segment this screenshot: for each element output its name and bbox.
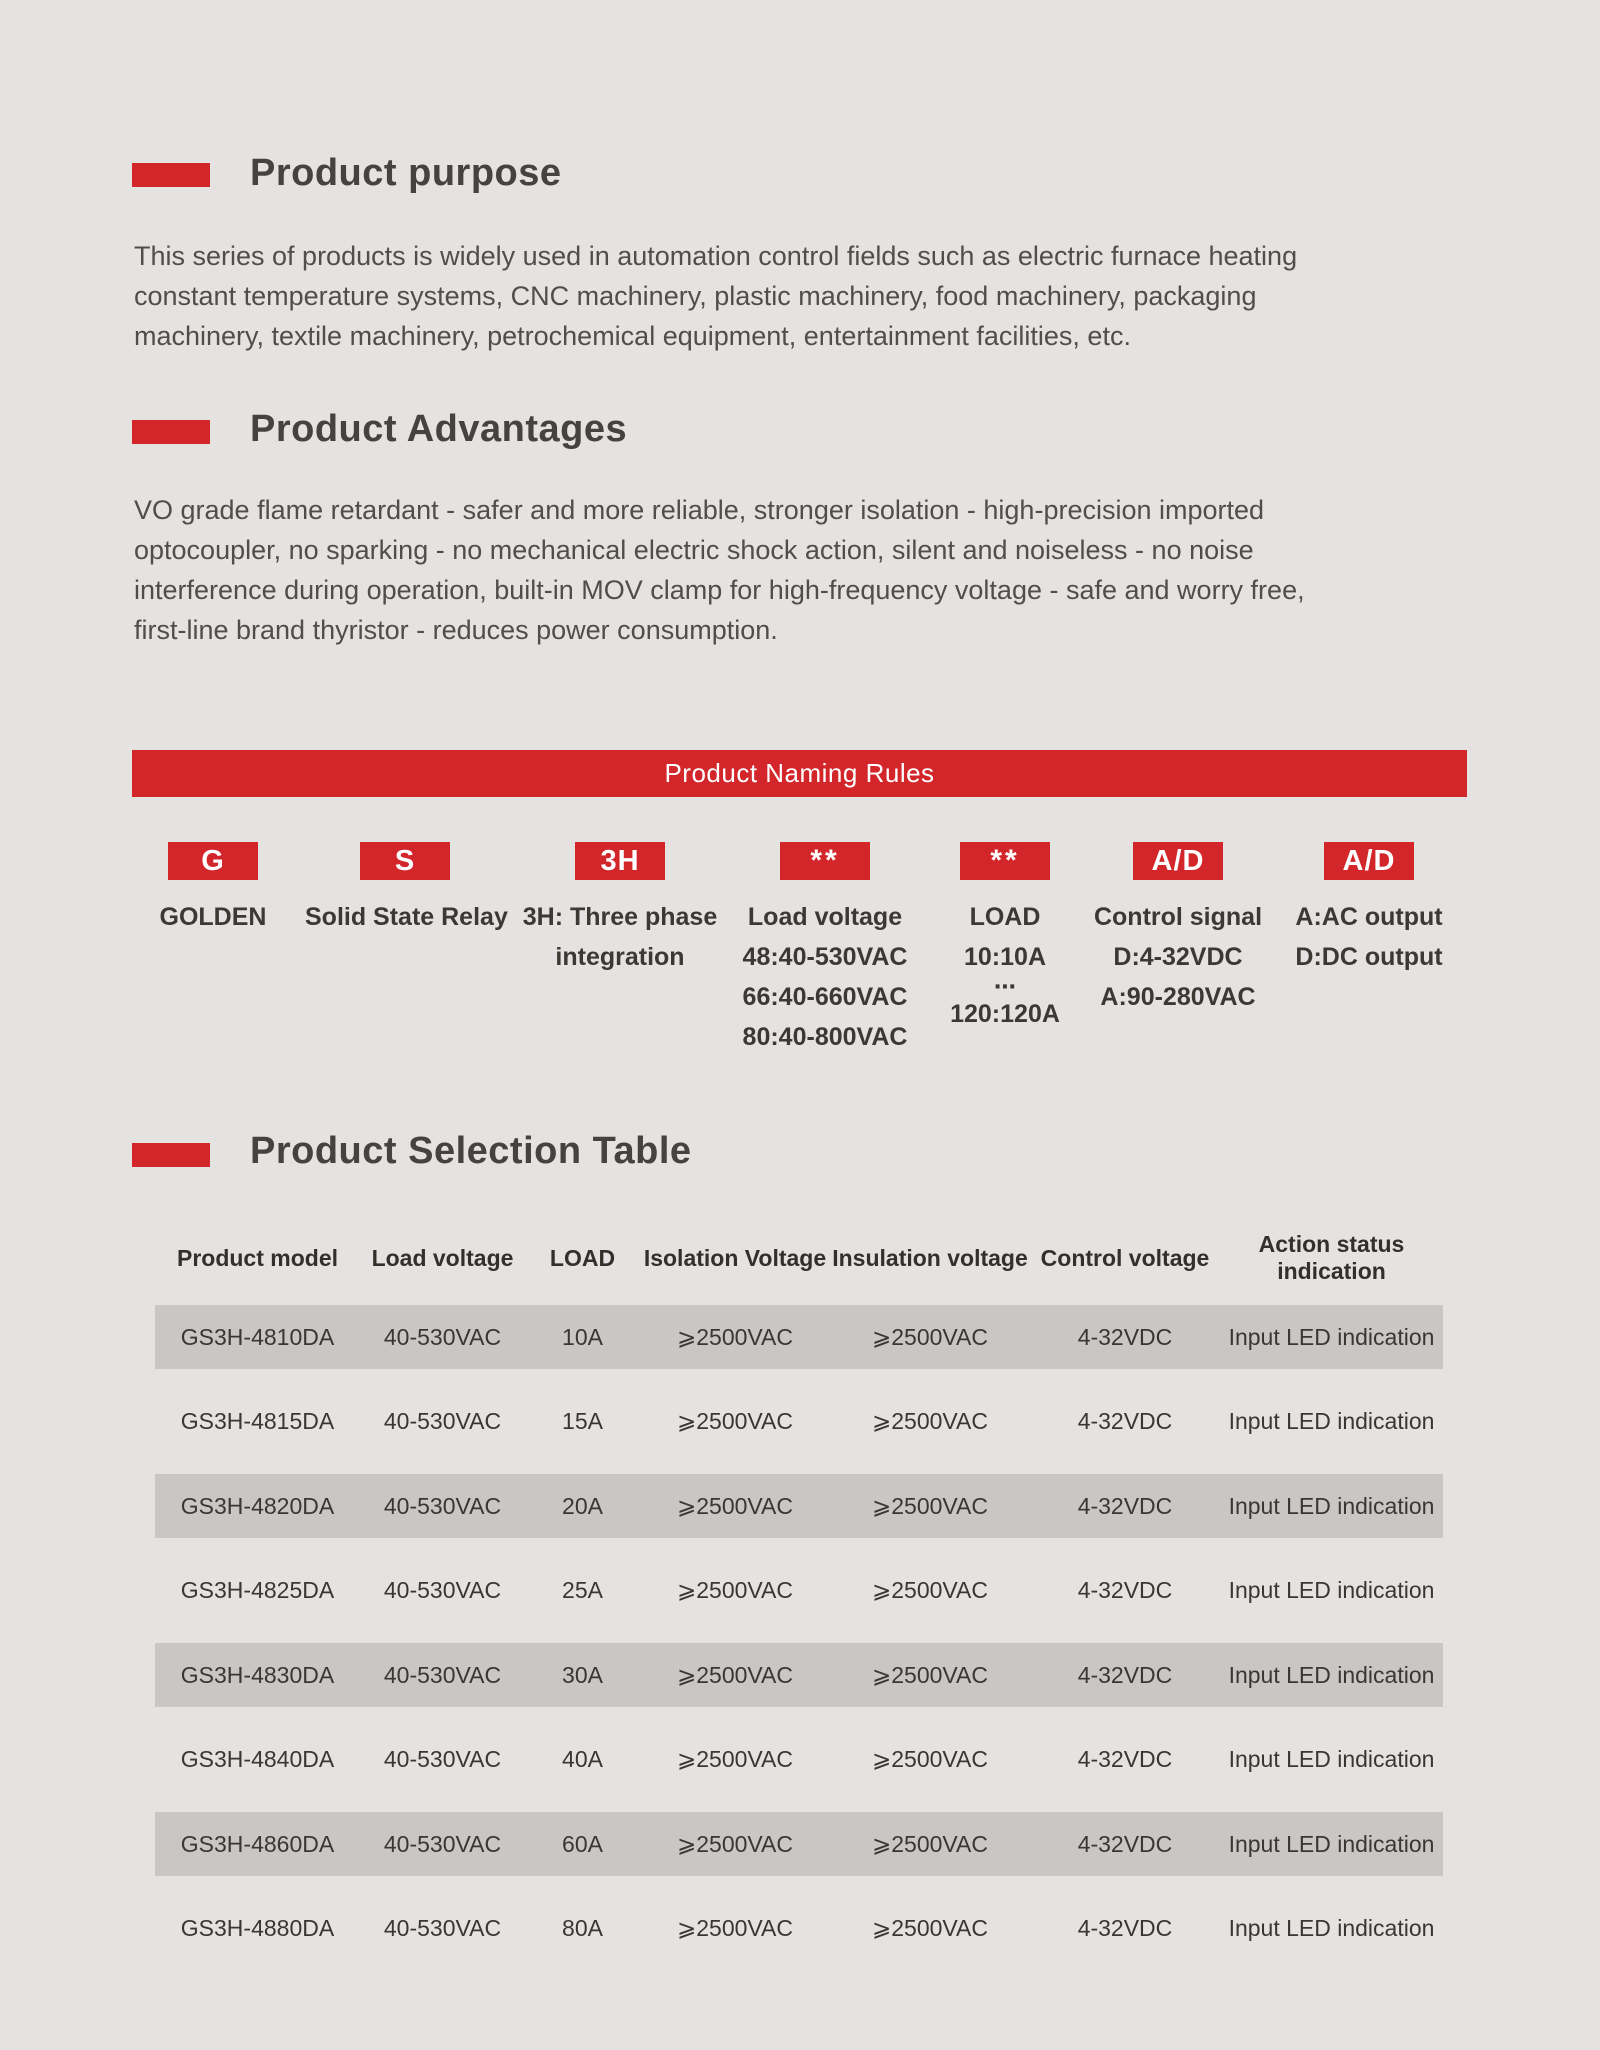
cell-action-status: Input LED indication xyxy=(1228,1830,1435,1857)
cell-control-voltage: 4-32VDC xyxy=(1077,1830,1173,1857)
cell-product-model: GS3H-4830DA xyxy=(180,1661,335,1688)
naming-line: D:4-32VDC xyxy=(1113,943,1243,971)
red-marker-icon xyxy=(132,420,210,444)
cell-load-voltage: 40-530VAC xyxy=(383,1830,502,1857)
table-row xyxy=(155,1643,1443,1707)
naming-line: 80:40-800VAC xyxy=(742,1023,908,1051)
cell-action-status: Input LED indication xyxy=(1228,1661,1435,1688)
table-row xyxy=(155,1876,1443,1981)
table-row xyxy=(155,1474,1443,1538)
naming-line: A:90-280VAC xyxy=(1100,983,1256,1011)
naming-badge: G xyxy=(168,842,258,880)
red-marker-icon xyxy=(132,1143,210,1167)
naming-badge: ** xyxy=(960,842,1050,880)
cell-product-model: GS3H-4810DA xyxy=(180,1323,335,1350)
cell-control-voltage: 4-32VDC xyxy=(1077,1746,1173,1772)
cell-load: 10A xyxy=(562,1323,603,1350)
table-row xyxy=(155,1707,1443,1812)
naming-badge: ** xyxy=(780,842,870,880)
purpose-line: This series of products is widely used in automation control fields such as electric furnace heating xyxy=(134,241,1298,271)
naming-badge: 3H xyxy=(575,842,665,880)
advantages-line: VO grade flame retardant - safer and more reliable, stronger isolation - high-precision imported xyxy=(134,495,1265,525)
naming-line: 120:120A xyxy=(950,1000,1060,1028)
naming-rules-banner-title: Product Naming Rules xyxy=(664,758,935,788)
advantages-paragraph xyxy=(134,490,1434,650)
column-header: Load voltage xyxy=(371,1244,514,1271)
naming-line: integration xyxy=(555,943,685,971)
purpose-paragraph xyxy=(134,236,1434,356)
naming-line: LOAD xyxy=(969,903,1041,931)
naming-item-threephase xyxy=(520,842,720,977)
cell-action-status: Input LED indication xyxy=(1228,1408,1435,1434)
naming-rules-banner xyxy=(132,750,1467,797)
cell-insulation-voltage: ⩾2500VAC xyxy=(871,1577,989,1603)
cell-load-voltage: 40-530VAC xyxy=(383,1492,502,1519)
naming-item-control-signal xyxy=(1078,842,1278,1017)
naming-item-description xyxy=(305,897,508,937)
naming-item-output-type xyxy=(1269,842,1469,977)
cell-product-model: GS3H-4860DA xyxy=(180,1830,335,1857)
naming-line: 66:40-660VAC xyxy=(742,983,908,1011)
cell-load-voltage: 40-530VAC xyxy=(383,1408,502,1434)
cell-load-voltage: 40-530VAC xyxy=(383,1915,502,1941)
cell-control-voltage: 4-32VDC xyxy=(1077,1408,1173,1434)
naming-item-description xyxy=(1295,897,1442,977)
cell-product-model: GS3H-4825DA xyxy=(180,1577,335,1603)
naming-item-description xyxy=(113,897,313,937)
cell-action-status: Input LED indication xyxy=(1228,1746,1435,1772)
purpose-line: constant temperature systems, CNC machinery, plastic machinery, food machinery, packaging xyxy=(134,281,1257,311)
cell-load: 20A xyxy=(562,1492,603,1519)
selection-section-title: Product Selection Table xyxy=(250,1130,692,1172)
cell-insulation-voltage: ⩾2500VAC xyxy=(871,1323,989,1350)
column-header: LOAD xyxy=(549,1244,616,1271)
naming-line: 10:10A xyxy=(964,943,1046,971)
naming-line: A:AC output xyxy=(1295,903,1443,931)
naming-line: Solid State Relay xyxy=(305,903,508,931)
purpose-section-title: Product purpose xyxy=(250,152,562,194)
cell-isolation-voltage: ⩾2500VAC xyxy=(676,1830,794,1857)
advantages-line: optocoupler, no sparking - no mechanical electric shock action, silent and noiseless - no noise xyxy=(134,535,1254,565)
naming-line: 48:40-530VAC xyxy=(742,943,908,971)
cell-isolation-voltage: ⩾2500VAC xyxy=(676,1492,794,1519)
cell-insulation-voltage: ⩾2500VAC xyxy=(871,1492,989,1519)
naming-badge: S xyxy=(360,842,450,880)
naming-item-description xyxy=(1078,897,1278,1017)
cell-insulation-voltage: ⩾2500VAC xyxy=(871,1746,989,1772)
column-header: Isolation Voltage xyxy=(643,1244,827,1271)
naming-item-load-voltage xyxy=(725,842,925,1057)
table-row xyxy=(155,1538,1443,1643)
table-row xyxy=(155,1369,1443,1474)
naming-line: 3H: Three phase xyxy=(522,903,718,931)
cell-product-model: GS3H-4820DA xyxy=(180,1492,335,1519)
table-header-row xyxy=(155,1211,1443,1305)
naming-item-description xyxy=(725,897,925,1057)
advantages-line: first-line brand thyristor - reduces power consumption. xyxy=(134,615,778,645)
cell-load: 60A xyxy=(562,1830,603,1857)
cell-product-model: GS3H-4840DA xyxy=(180,1746,335,1772)
cell-isolation-voltage: ⩾2500VAC xyxy=(676,1408,794,1434)
red-marker-icon xyxy=(132,163,210,187)
cell-insulation-voltage: ⩾2500VAC xyxy=(871,1408,989,1434)
naming-line: Load voltage xyxy=(747,903,903,931)
column-header: Product model xyxy=(176,1244,338,1271)
cell-isolation-voltage: ⩾2500VAC xyxy=(676,1323,794,1350)
cell-action-status: Input LED indication xyxy=(1228,1492,1435,1519)
table-row xyxy=(155,1812,1443,1876)
cell-load: 40A xyxy=(562,1746,603,1772)
cell-load: 80A xyxy=(562,1915,603,1941)
advantages-section-title: Product Advantages xyxy=(250,408,628,450)
column-header: Action status indication xyxy=(1258,1231,1405,1284)
cell-isolation-voltage: ⩾2500VAC xyxy=(676,1746,794,1772)
naming-item-golden xyxy=(113,842,313,937)
naming-line: D:DC output xyxy=(1295,943,1443,971)
advantages-line: interference during operation, built-in MOV clamp for high-frequency voltage - safe and worry free, xyxy=(134,575,1305,605)
cell-load-voltage: 40-530VAC xyxy=(383,1577,502,1603)
cell-control-voltage: 4-32VDC xyxy=(1077,1492,1173,1519)
cell-insulation-voltage: ⩾2500VAC xyxy=(871,1915,989,1941)
naming-line: Control signal xyxy=(1093,903,1263,931)
ellipsis-line: ⋯ xyxy=(994,974,1016,999)
cell-load-voltage: 40-530VAC xyxy=(383,1323,502,1350)
purpose-line: machinery, textile machinery, petrochemical equipment, entertainment facilities, etc. xyxy=(134,321,1131,351)
naming-badge: A/D xyxy=(1133,842,1223,880)
cell-product-model: GS3H-4880DA xyxy=(180,1915,335,1941)
naming-badge: A/D xyxy=(1324,842,1414,880)
cell-load-voltage: 40-530VAC xyxy=(383,1746,502,1772)
cell-action-status: Input LED indication xyxy=(1228,1915,1435,1941)
cell-control-voltage: 4-32VDC xyxy=(1077,1323,1173,1350)
cell-control-voltage: 4-32VDC xyxy=(1077,1915,1173,1941)
cell-isolation-voltage: ⩾2500VAC xyxy=(676,1577,794,1603)
naming-item-ssr xyxy=(305,842,508,937)
cell-action-status: Input LED indication xyxy=(1228,1323,1435,1350)
cell-insulation-voltage: ⩾2500VAC xyxy=(871,1661,989,1688)
cell-control-voltage: 4-32VDC xyxy=(1077,1661,1173,1688)
column-header: Insulation voltage xyxy=(832,1244,1028,1271)
cell-load: 30A xyxy=(562,1661,603,1688)
cell-load-voltage: 40-530VAC xyxy=(383,1661,502,1688)
naming-item-description xyxy=(520,897,720,977)
table-row xyxy=(155,1305,1443,1369)
column-header: Control voltage xyxy=(1040,1244,1210,1271)
cell-action-status: Input LED indication xyxy=(1228,1577,1435,1603)
naming-item-load-current xyxy=(905,842,1105,1031)
cell-insulation-voltage: ⩾2500VAC xyxy=(871,1830,989,1857)
cell-load: 15A xyxy=(562,1408,603,1434)
cell-product-model: GS3H-4815DA xyxy=(180,1408,335,1434)
naming-line: GOLDEN xyxy=(159,903,267,931)
product-selection-table xyxy=(155,1211,1443,1981)
cell-load: 25A xyxy=(562,1577,603,1603)
naming-item-description xyxy=(905,897,1105,1031)
cell-control-voltage: 4-32VDC xyxy=(1077,1577,1173,1603)
cell-isolation-voltage: ⩾2500VAC xyxy=(676,1661,794,1688)
cell-isolation-voltage: ⩾2500VAC xyxy=(676,1915,794,1941)
